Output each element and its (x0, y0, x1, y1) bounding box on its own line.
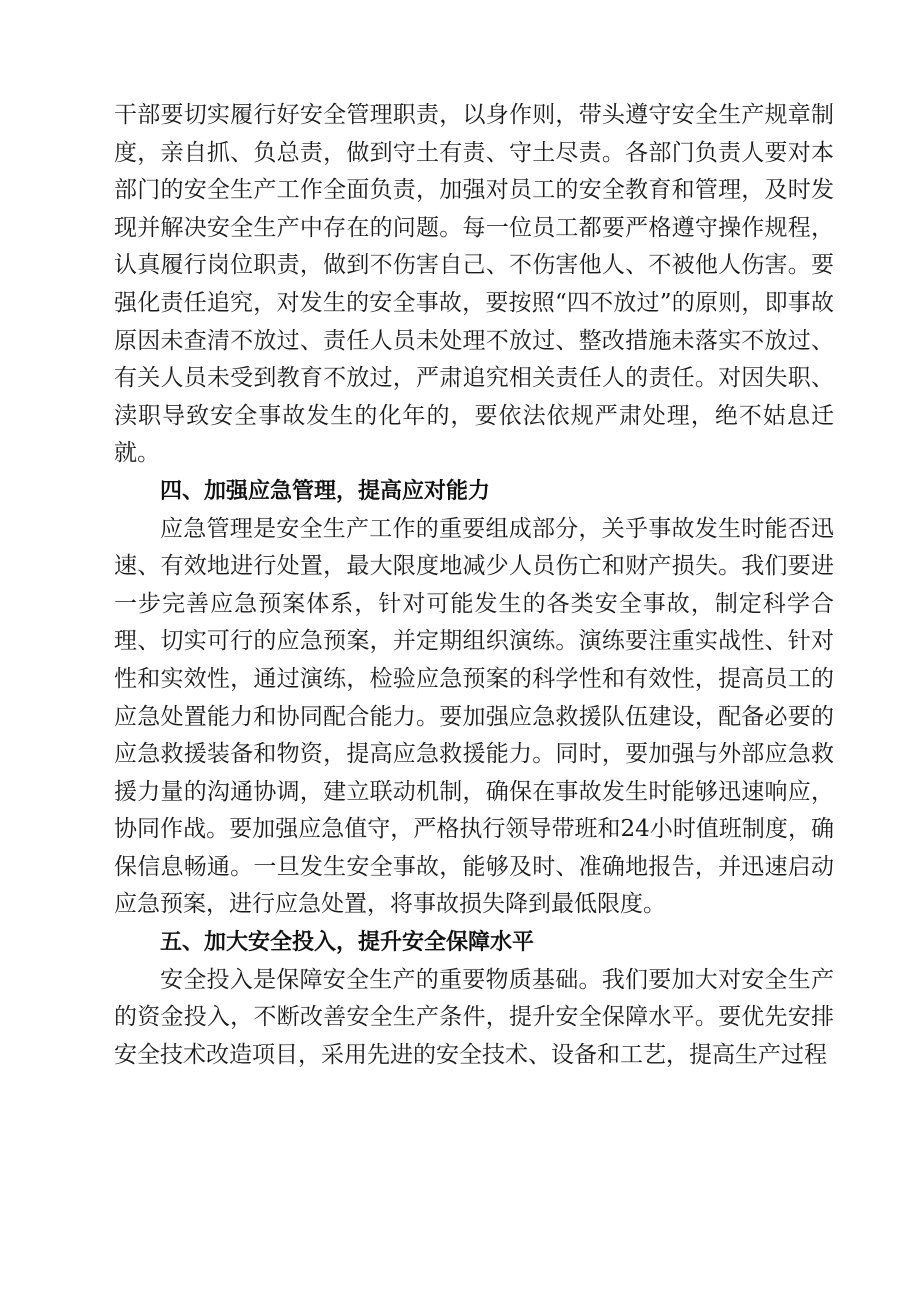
section-heading-investment: 五、加大安全投入，提升安全保障水平 (160, 930, 535, 956)
paragraph-responsibility: 干部要切实履行好安全管理职责，以身作则，带头遵守安全生产规章制度，亲自抓、负总责，做到守土有责、守土尽责。各部门负责人要对本部门的安全生产工作全面负责，加强对员工的安全教育和管理，及时发现并解决安全生产中存在的问题。每一位员工都要严格遵守操作规程，认真履行岗位职责，做到不伤害自己、不伤害他人、不被他人伤害。要强化责任追究，对发生的安全事故，要按照“四不放过”的原则，即事故原因未查清不放过、责任人员未处理不放过、整改措施未落实不放过、有关人员未受到教育不放过，严肃追究相关责任人的责任。对因失职、渎职导致安全事故发生的化年的，要依法依规严肃处理，绝不姑息迁就。 (114, 102, 834, 467)
document-page (114, 97, 834, 1074)
paragraph-emergency: 应急管理是安全生产工作的重要组成部分，关乎事故发生时能否迅速、有效地进行处置，最大限度地减少人员伤亡和财产损失。我们要进一步完善应急预案体系，针对可能发生的各类安全事故，制定科学合理、切实可行的应急预案，并定期组织演练。演练要注重实战性、针对性和实效性，通过演练，检验应急预案的科学性和有效性，提高员工的应急处置能力和协同配合能力。要加强应急救援队伍建设，配备必要的应急救援装备和物资，提高应急救援能力。同时，要加强与外部应急救援力量的沟通协调，建立联动机制，确保在事故发生时能够迅速响应，协同作战。要加强应急值守，严格执行领导带班和24小时值班制度，确保信息畅通。一旦发生安全事故，能够及时、准确地报告，并迅速启动应急预案，进行应急处置，将事故损失降到最低限度。 (114, 515, 834, 918)
section-heading-emergency: 四、加强应急管理，提高应对能力 (160, 478, 491, 504)
paragraph-investment: 安全投入是保障安全生产的重要物质基础。我们要加大对安全生产的资金投入，不断改善安全生产条件，提升安全保障水平。要优先安排安全技术改造项目，采用先进的安全技术、设备和工艺，提高生产过程 (114, 966, 834, 1068)
